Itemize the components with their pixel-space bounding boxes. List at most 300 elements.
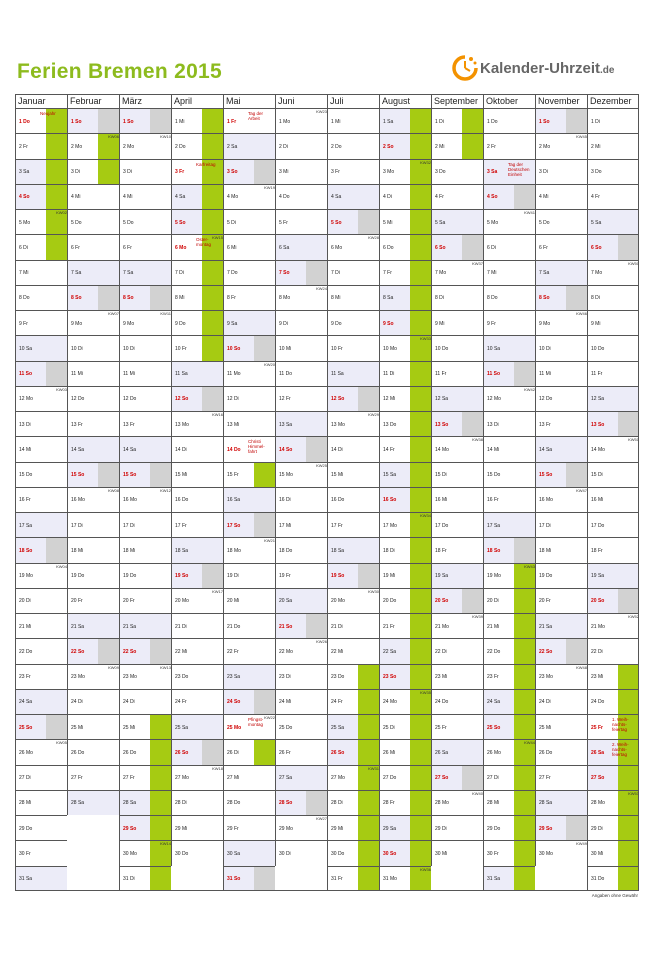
- day-cell[interactable]: [379, 285, 431, 310]
- day-cell[interactable]: [119, 285, 171, 310]
- day-cell[interactable]: [223, 133, 275, 158]
- day-cell[interactable]: [275, 588, 327, 613]
- day-cell[interactable]: [379, 462, 431, 487]
- day-cell[interactable]: [119, 310, 171, 335]
- day-cell[interactable]: [275, 512, 327, 537]
- day-cell[interactable]: [119, 209, 171, 234]
- day-cell[interactable]: [431, 739, 483, 764]
- day-cell[interactable]: [119, 563, 171, 588]
- day-cell[interactable]: [67, 184, 119, 209]
- day-cell[interactable]: [535, 563, 587, 588]
- day-cell[interactable]: [171, 436, 223, 461]
- day-cell[interactable]: [223, 689, 275, 714]
- day-cell[interactable]: [67, 790, 119, 815]
- day-cell[interactable]: [587, 512, 639, 537]
- day-cell[interactable]: [379, 613, 431, 638]
- day-cell[interactable]: [483, 588, 535, 613]
- day-cell[interactable]: [67, 537, 119, 562]
- day-cell[interactable]: [587, 108, 639, 133]
- day-cell[interactable]: [15, 689, 67, 714]
- day-cell[interactable]: [223, 184, 275, 209]
- day-cell[interactable]: [379, 310, 431, 335]
- day-cell[interactable]: [379, 159, 431, 184]
- day-cell[interactable]: [119, 487, 171, 512]
- day-cell[interactable]: [67, 133, 119, 158]
- day-cell[interactable]: [67, 664, 119, 689]
- day-cell[interactable]: [587, 765, 639, 790]
- day-cell[interactable]: [483, 563, 535, 588]
- day-cell[interactable]: [535, 411, 587, 436]
- day-cell[interactable]: [171, 714, 223, 739]
- day-cell[interactable]: [15, 260, 67, 285]
- day-cell[interactable]: [119, 386, 171, 411]
- day-cell[interactable]: [15, 285, 67, 310]
- day-cell[interactable]: [171, 739, 223, 764]
- day-cell[interactable]: [535, 739, 587, 764]
- day-cell[interactable]: [483, 386, 535, 411]
- day-cell[interactable]: [483, 411, 535, 436]
- day-cell[interactable]: [171, 310, 223, 335]
- day-cell[interactable]: [171, 537, 223, 562]
- day-cell[interactable]: [15, 739, 67, 764]
- day-cell[interactable]: [535, 133, 587, 158]
- day-cell[interactable]: [171, 613, 223, 638]
- day-cell[interactable]: [15, 386, 67, 411]
- day-cell[interactable]: [327, 487, 379, 512]
- day-cell[interactable]: [223, 436, 275, 461]
- day-cell[interactable]: [15, 866, 67, 891]
- day-cell[interactable]: [15, 335, 67, 360]
- day-cell[interactable]: [171, 209, 223, 234]
- day-cell[interactable]: [119, 537, 171, 562]
- day-cell[interactable]: [535, 310, 587, 335]
- day-cell[interactable]: [587, 285, 639, 310]
- day-cell[interactable]: [275, 133, 327, 158]
- day-cell[interactable]: [535, 159, 587, 184]
- day-cell[interactable]: [67, 714, 119, 739]
- day-cell[interactable]: [379, 866, 431, 891]
- day-cell[interactable]: [171, 563, 223, 588]
- day-cell[interactable]: [327, 159, 379, 184]
- day-cell[interactable]: [275, 184, 327, 209]
- day-cell[interactable]: [119, 108, 171, 133]
- day-cell[interactable]: [119, 739, 171, 764]
- day-cell[interactable]: [67, 260, 119, 285]
- day-cell[interactable]: [171, 487, 223, 512]
- day-cell[interactable]: [535, 765, 587, 790]
- day-cell[interactable]: [171, 285, 223, 310]
- day-cell[interactable]: [223, 285, 275, 310]
- day-cell[interactable]: [67, 386, 119, 411]
- day-cell[interactable]: [223, 260, 275, 285]
- day-cell[interactable]: [275, 436, 327, 461]
- day-cell[interactable]: [535, 108, 587, 133]
- day-cell[interactable]: [327, 310, 379, 335]
- day-cell[interactable]: [275, 563, 327, 588]
- day-cell[interactable]: [535, 638, 587, 663]
- day-cell[interactable]: [587, 866, 639, 891]
- day-cell[interactable]: [587, 260, 639, 285]
- day-cell[interactable]: [67, 765, 119, 790]
- day-cell[interactable]: [483, 260, 535, 285]
- day-cell[interactable]: [587, 537, 639, 562]
- day-cell[interactable]: [431, 386, 483, 411]
- day-cell[interactable]: [275, 739, 327, 764]
- day-cell[interactable]: [15, 512, 67, 537]
- day-cell[interactable]: [15, 133, 67, 158]
- day-cell[interactable]: [223, 739, 275, 764]
- day-cell[interactable]: [119, 361, 171, 386]
- day-cell[interactable]: [67, 638, 119, 663]
- day-cell[interactable]: [379, 133, 431, 158]
- day-cell[interactable]: [379, 537, 431, 562]
- day-cell[interactable]: [275, 537, 327, 562]
- day-cell[interactable]: [379, 664, 431, 689]
- day-cell[interactable]: [431, 563, 483, 588]
- day-cell[interactable]: [119, 411, 171, 436]
- day-cell[interactable]: [327, 260, 379, 285]
- day-cell[interactable]: [275, 689, 327, 714]
- day-cell[interactable]: [379, 512, 431, 537]
- day-cell[interactable]: [431, 638, 483, 663]
- day-cell[interactable]: [67, 234, 119, 259]
- day-cell[interactable]: [379, 714, 431, 739]
- day-cell[interactable]: [431, 234, 483, 259]
- day-cell[interactable]: [587, 840, 639, 865]
- day-cell[interactable]: [379, 815, 431, 840]
- day-cell[interactable]: [67, 411, 119, 436]
- day-cell[interactable]: [327, 234, 379, 259]
- day-cell[interactable]: [431, 613, 483, 638]
- day-cell[interactable]: [379, 234, 431, 259]
- day-cell[interactable]: [535, 664, 587, 689]
- day-cell[interactable]: [483, 335, 535, 360]
- day-cell[interactable]: [587, 361, 639, 386]
- day-cell[interactable]: [483, 815, 535, 840]
- day-cell[interactable]: [119, 512, 171, 537]
- day-cell[interactable]: [327, 689, 379, 714]
- day-cell[interactable]: [483, 436, 535, 461]
- day-cell[interactable]: [275, 209, 327, 234]
- day-cell[interactable]: [15, 487, 67, 512]
- day-cell[interactable]: [119, 436, 171, 461]
- day-cell[interactable]: [223, 335, 275, 360]
- day-cell[interactable]: [119, 462, 171, 487]
- day-cell[interactable]: [327, 765, 379, 790]
- day-cell[interactable]: [275, 108, 327, 133]
- day-cell[interactable]: [483, 866, 535, 891]
- day-cell[interactable]: [67, 613, 119, 638]
- day-cell[interactable]: [587, 209, 639, 234]
- day-cell[interactable]: [15, 108, 67, 133]
- day-cell[interactable]: [327, 411, 379, 436]
- day-cell[interactable]: [327, 664, 379, 689]
- day-cell[interactable]: [483, 512, 535, 537]
- day-cell[interactable]: [587, 462, 639, 487]
- day-cell[interactable]: [327, 108, 379, 133]
- day-cell[interactable]: [15, 436, 67, 461]
- day-cell[interactable]: [483, 537, 535, 562]
- day-cell[interactable]: [587, 714, 639, 739]
- day-cell[interactable]: [171, 512, 223, 537]
- day-cell[interactable]: [379, 386, 431, 411]
- day-cell[interactable]: [431, 714, 483, 739]
- day-cell[interactable]: [483, 664, 535, 689]
- day-cell[interactable]: [587, 133, 639, 158]
- day-cell[interactable]: [275, 790, 327, 815]
- day-cell[interactable]: [119, 184, 171, 209]
- day-cell[interactable]: [483, 108, 535, 133]
- day-cell[interactable]: [171, 260, 223, 285]
- day-cell[interactable]: [327, 361, 379, 386]
- day-cell[interactable]: [223, 209, 275, 234]
- day-cell[interactable]: [275, 159, 327, 184]
- day-cell[interactable]: [171, 638, 223, 663]
- day-cell[interactable]: [275, 840, 327, 865]
- day-cell[interactable]: [275, 487, 327, 512]
- day-cell[interactable]: [535, 386, 587, 411]
- day-cell[interactable]: [223, 159, 275, 184]
- day-cell[interactable]: [587, 159, 639, 184]
- day-cell[interactable]: [587, 310, 639, 335]
- day-cell[interactable]: [327, 790, 379, 815]
- day-cell[interactable]: [223, 537, 275, 562]
- day-cell[interactable]: [327, 335, 379, 360]
- day-cell[interactable]: [379, 739, 431, 764]
- day-cell[interactable]: [15, 537, 67, 562]
- day-cell[interactable]: [275, 234, 327, 259]
- day-cell[interactable]: [379, 108, 431, 133]
- day-cell[interactable]: [119, 664, 171, 689]
- day-cell[interactable]: [587, 815, 639, 840]
- day-cell[interactable]: [431, 462, 483, 487]
- day-cell[interactable]: [223, 790, 275, 815]
- day-cell[interactable]: [275, 335, 327, 360]
- day-cell[interactable]: [67, 689, 119, 714]
- day-cell[interactable]: [379, 487, 431, 512]
- day-cell[interactable]: [535, 209, 587, 234]
- day-cell[interactable]: [535, 234, 587, 259]
- day-cell[interactable]: [535, 512, 587, 537]
- day-cell[interactable]: [483, 840, 535, 865]
- day-cell[interactable]: [223, 638, 275, 663]
- day-cell[interactable]: [327, 638, 379, 663]
- day-cell[interactable]: [379, 335, 431, 360]
- day-cell[interactable]: [431, 689, 483, 714]
- day-cell[interactable]: [15, 714, 67, 739]
- day-cell[interactable]: [535, 815, 587, 840]
- day-cell[interactable]: [119, 234, 171, 259]
- day-cell[interactable]: [119, 790, 171, 815]
- day-cell[interactable]: [483, 184, 535, 209]
- day-cell[interactable]: [15, 209, 67, 234]
- day-cell[interactable]: [379, 361, 431, 386]
- day-cell[interactable]: [119, 335, 171, 360]
- day-cell[interactable]: [223, 512, 275, 537]
- day-cell[interactable]: [171, 588, 223, 613]
- day-cell[interactable]: [15, 588, 67, 613]
- day-cell[interactable]: [119, 866, 171, 891]
- day-cell[interactable]: [535, 840, 587, 865]
- day-cell[interactable]: [431, 512, 483, 537]
- day-cell[interactable]: [171, 234, 223, 259]
- day-cell[interactable]: [327, 840, 379, 865]
- day-cell[interactable]: [119, 765, 171, 790]
- day-cell[interactable]: [67, 588, 119, 613]
- day-cell[interactable]: [431, 159, 483, 184]
- day-cell[interactable]: [483, 613, 535, 638]
- day-cell[interactable]: [535, 436, 587, 461]
- day-cell[interactable]: [275, 664, 327, 689]
- day-cell[interactable]: [275, 411, 327, 436]
- day-cell[interactable]: [119, 840, 171, 865]
- day-cell[interactable]: [223, 487, 275, 512]
- day-cell[interactable]: [67, 487, 119, 512]
- day-cell[interactable]: [431, 361, 483, 386]
- day-cell[interactable]: [379, 840, 431, 865]
- day-cell[interactable]: [535, 790, 587, 815]
- day-cell[interactable]: [119, 815, 171, 840]
- day-cell[interactable]: [171, 462, 223, 487]
- day-cell[interactable]: [431, 487, 483, 512]
- day-cell[interactable]: [379, 411, 431, 436]
- day-cell[interactable]: [67, 512, 119, 537]
- day-cell[interactable]: [223, 411, 275, 436]
- day-cell[interactable]: [275, 310, 327, 335]
- day-cell[interactable]: [275, 638, 327, 663]
- day-cell[interactable]: [587, 739, 639, 764]
- day-cell[interactable]: [431, 335, 483, 360]
- day-cell[interactable]: [15, 462, 67, 487]
- day-cell[interactable]: [15, 664, 67, 689]
- day-cell[interactable]: [379, 588, 431, 613]
- day-cell[interactable]: [327, 436, 379, 461]
- logo[interactable]: [452, 52, 637, 86]
- day-cell[interactable]: [431, 436, 483, 461]
- day-cell[interactable]: [15, 361, 67, 386]
- day-cell[interactable]: [171, 361, 223, 386]
- day-cell[interactable]: [535, 537, 587, 562]
- day-cell[interactable]: [171, 815, 223, 840]
- day-cell[interactable]: [223, 613, 275, 638]
- day-cell[interactable]: [275, 462, 327, 487]
- day-cell[interactable]: [15, 815, 67, 840]
- day-cell[interactable]: [483, 159, 535, 184]
- day-cell[interactable]: [535, 487, 587, 512]
- day-cell[interactable]: [483, 361, 535, 386]
- day-cell[interactable]: [483, 209, 535, 234]
- day-cell[interactable]: [431, 184, 483, 209]
- day-cell[interactable]: [327, 386, 379, 411]
- day-cell[interactable]: [275, 361, 327, 386]
- day-cell[interactable]: [327, 866, 379, 891]
- day-cell[interactable]: [483, 462, 535, 487]
- day-cell[interactable]: [431, 209, 483, 234]
- day-cell[interactable]: [431, 588, 483, 613]
- day-cell[interactable]: [535, 285, 587, 310]
- day-cell[interactable]: [535, 184, 587, 209]
- day-cell[interactable]: [275, 285, 327, 310]
- day-cell[interactable]: [171, 184, 223, 209]
- day-cell[interactable]: [431, 285, 483, 310]
- day-cell[interactable]: [379, 436, 431, 461]
- day-cell[interactable]: [119, 260, 171, 285]
- day-cell[interactable]: [171, 133, 223, 158]
- day-cell[interactable]: [431, 537, 483, 562]
- day-cell[interactable]: [15, 159, 67, 184]
- day-cell[interactable]: [223, 108, 275, 133]
- day-cell[interactable]: [483, 638, 535, 663]
- day-cell[interactable]: [67, 159, 119, 184]
- day-cell[interactable]: [327, 739, 379, 764]
- day-cell[interactable]: [171, 790, 223, 815]
- day-cell[interactable]: [223, 765, 275, 790]
- day-cell[interactable]: [587, 664, 639, 689]
- day-cell[interactable]: [223, 310, 275, 335]
- day-cell[interactable]: [483, 714, 535, 739]
- day-cell[interactable]: [587, 613, 639, 638]
- day-cell[interactable]: [171, 108, 223, 133]
- day-cell[interactable]: [67, 462, 119, 487]
- day-cell[interactable]: [483, 234, 535, 259]
- day-cell[interactable]: [587, 184, 639, 209]
- day-cell[interactable]: [535, 335, 587, 360]
- day-cell[interactable]: [483, 133, 535, 158]
- day-cell[interactable]: [223, 714, 275, 739]
- day-cell[interactable]: [119, 638, 171, 663]
- day-cell[interactable]: [171, 335, 223, 360]
- day-cell[interactable]: [327, 209, 379, 234]
- day-cell[interactable]: [379, 563, 431, 588]
- day-cell[interactable]: [15, 638, 67, 663]
- day-cell[interactable]: [119, 613, 171, 638]
- day-cell[interactable]: [327, 613, 379, 638]
- day-cell[interactable]: [379, 765, 431, 790]
- day-cell[interactable]: [327, 133, 379, 158]
- day-cell[interactable]: [15, 790, 67, 815]
- day-cell[interactable]: [119, 714, 171, 739]
- day-cell[interactable]: [379, 638, 431, 663]
- day-cell[interactable]: [223, 815, 275, 840]
- day-cell[interactable]: [483, 487, 535, 512]
- day-cell[interactable]: [327, 285, 379, 310]
- day-cell[interactable]: [67, 285, 119, 310]
- day-cell[interactable]: [431, 108, 483, 133]
- day-cell[interactable]: [483, 689, 535, 714]
- day-cell[interactable]: [171, 689, 223, 714]
- day-cell[interactable]: [431, 840, 483, 865]
- day-cell[interactable]: [15, 411, 67, 436]
- day-cell[interactable]: [171, 386, 223, 411]
- day-cell[interactable]: [587, 588, 639, 613]
- day-cell[interactable]: [275, 815, 327, 840]
- day-cell[interactable]: [171, 840, 223, 865]
- day-cell[interactable]: [327, 563, 379, 588]
- day-cell[interactable]: [67, 563, 119, 588]
- day-cell[interactable]: [327, 512, 379, 537]
- day-cell[interactable]: [15, 310, 67, 335]
- day-cell[interactable]: [431, 765, 483, 790]
- day-cell[interactable]: [119, 133, 171, 158]
- day-cell[interactable]: [223, 462, 275, 487]
- day-cell[interactable]: [171, 159, 223, 184]
- day-cell[interactable]: [223, 866, 275, 891]
- day-cell[interactable]: [587, 234, 639, 259]
- day-cell[interactable]: [431, 133, 483, 158]
- day-cell[interactable]: [379, 790, 431, 815]
- day-cell[interactable]: [483, 739, 535, 764]
- day-cell[interactable]: [587, 790, 639, 815]
